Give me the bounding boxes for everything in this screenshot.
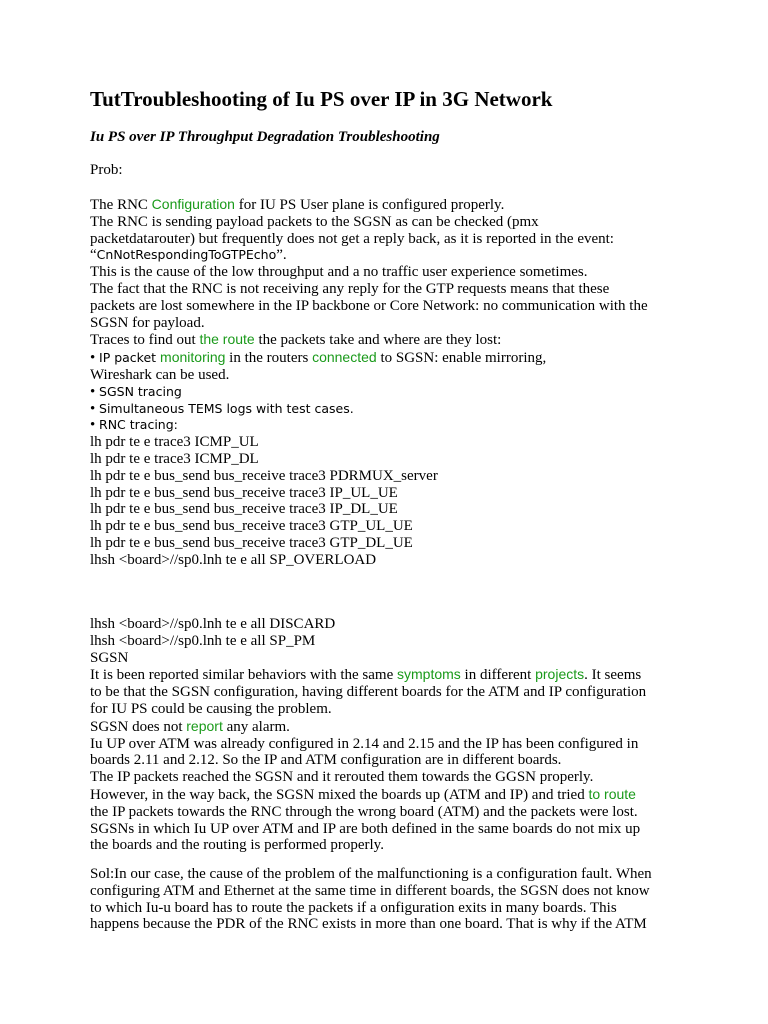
command-line: lhsh <board>//sp0.lnh te e all SP_PM	[90, 632, 316, 649]
connected-link[interactable]: connected	[312, 349, 377, 366]
text-line: SGSNs in which Iu UP over ATM and IP are both defined in the same boards do not mix up	[90, 820, 641, 837]
text-line: The fact that the RNC is not receiving any reply for the GTP requests means that these	[90, 280, 610, 297]
command-line: lh pdr te e trace3 ICMP_DL	[90, 450, 259, 467]
text-line: Iu UP over ATM was already configured in 2.14 and 2.15 and the IP has been configured in	[90, 735, 639, 752]
symptoms-link[interactable]: symptoms	[397, 666, 461, 683]
command-line: lh pdr te e bus_send bus_receive trace3 GTP_DL_UE	[90, 534, 413, 551]
bullet-item: • Simultaneous TEMS logs with test cases.	[90, 400, 354, 417]
command-line: lh pdr te e bus_send bus_receive trace3 IP_UL_UE	[90, 484, 398, 501]
text-line: the boards and the routing is performed properly.	[90, 837, 384, 854]
monitoring-link[interactable]: monitoring	[160, 349, 226, 366]
command-line: lhsh <board>//sp0.lnh te e all SP_OVERLOAD	[90, 551, 377, 568]
text-line: This is the cause of the low throughput and a no traffic user experience sometimes.	[90, 264, 588, 281]
text-line: boards 2.11 and 2.12. So the IP and ATM configuration are in different boards.	[90, 752, 562, 769]
bullet-item: • RNC tracing:	[90, 417, 178, 434]
text-line: However, in the way back, the SGSN mixed the boards up (ATM and IP) and tried to route	[90, 785, 636, 803]
text-line: the IP packets towards the RNC through the wrong board (ATM) and the packets were lost.	[90, 803, 638, 820]
projects-link[interactable]: projects	[535, 666, 585, 683]
configuration-link[interactable]: Configuration	[151, 196, 235, 212]
text-line: SGSN for payload.	[90, 314, 205, 331]
problem-section	[90, 196, 690, 569]
text-line: Traces to find out the route the packets take and where are they lost:	[90, 331, 502, 349]
to-route-link[interactable]: to route	[588, 785, 636, 802]
command-line: lh pdr te e bus_send bus_receive trace3 PDRMUX_server	[90, 467, 438, 484]
solution-section	[90, 866, 690, 933]
text-line: to which Iu-u board has to route the packets if a onfiguration exits in many boards. This	[90, 899, 617, 916]
text-line: The RNC is sending payload packets to the SGSN as can be checked (pmx	[90, 213, 539, 230]
event-name: CnNotRespondingToGTPEcho	[96, 247, 277, 263]
text-line: SGSN does not report any alarm.	[90, 717, 290, 735]
command-line: lhsh <board>//sp0.lnh te e all DISCARD	[90, 616, 336, 632]
sgsn-section	[90, 616, 690, 854]
document-title: TutTroubleshooting of Iu PS over IP in 3G Network	[90, 87, 553, 111]
text-line: “CnNotRespondingToGTPEcho”.	[90, 247, 287, 264]
text-line: The RNC Configuration for IU PS User plane is configured properly.	[90, 196, 505, 213]
document-subtitle: Iu PS over IP Throughput Degradation Troubleshooting	[90, 129, 440, 145]
command-line: lh pdr te e bus_send bus_receive trace3 GTP_UL_UE	[90, 518, 413, 535]
command-line: lh pdr te e bus_send bus_receive trace3 IP_DL_UE	[90, 501, 398, 518]
the-route-link[interactable]: the route	[199, 331, 255, 348]
command-line: lh pdr te e trace3 ICMP_UL	[90, 434, 259, 451]
text-line: Sol:In our case, the cause of the problem of the malfunctioning is a configuration fault. When	[90, 866, 652, 882]
text-line: to be that the SGSN configuration, having different boards for the ATM and IP configuration	[90, 684, 647, 701]
bullet-item: • IP packet monitoring in the routers connected to SGSN: enable mirroring,	[90, 349, 547, 367]
text-line: It is been reported similar behaviors with the same symptoms in different projects. It seems	[90, 666, 642, 684]
text-line: packets are lost somewhere in the IP backbone or Core Network: no communication with the	[90, 297, 648, 314]
text-line: happens because the PDR of the RNC exists in more than one board. That is why if the ATM	[90, 916, 647, 933]
section-label: SGSN	[90, 649, 129, 666]
prob-label: Prob:	[90, 162, 123, 178]
text-line: configuring ATM and Ethernet at the same time in different boards, the SGSN does not know	[90, 882, 650, 899]
report-link[interactable]: report	[186, 717, 223, 734]
text-line: Wireshark can be used.	[90, 366, 230, 383]
text-line: packetdatarouter) but frequently does not get a reply back, as it is reported in the event:	[90, 230, 614, 247]
text-line: The IP packets reached the SGSN and it rerouted them towards the GGSN properly.	[90, 769, 594, 786]
bullet-item: • SGSN tracing	[90, 383, 182, 400]
text-line: for IU PS could be causing the problem.	[90, 700, 332, 717]
